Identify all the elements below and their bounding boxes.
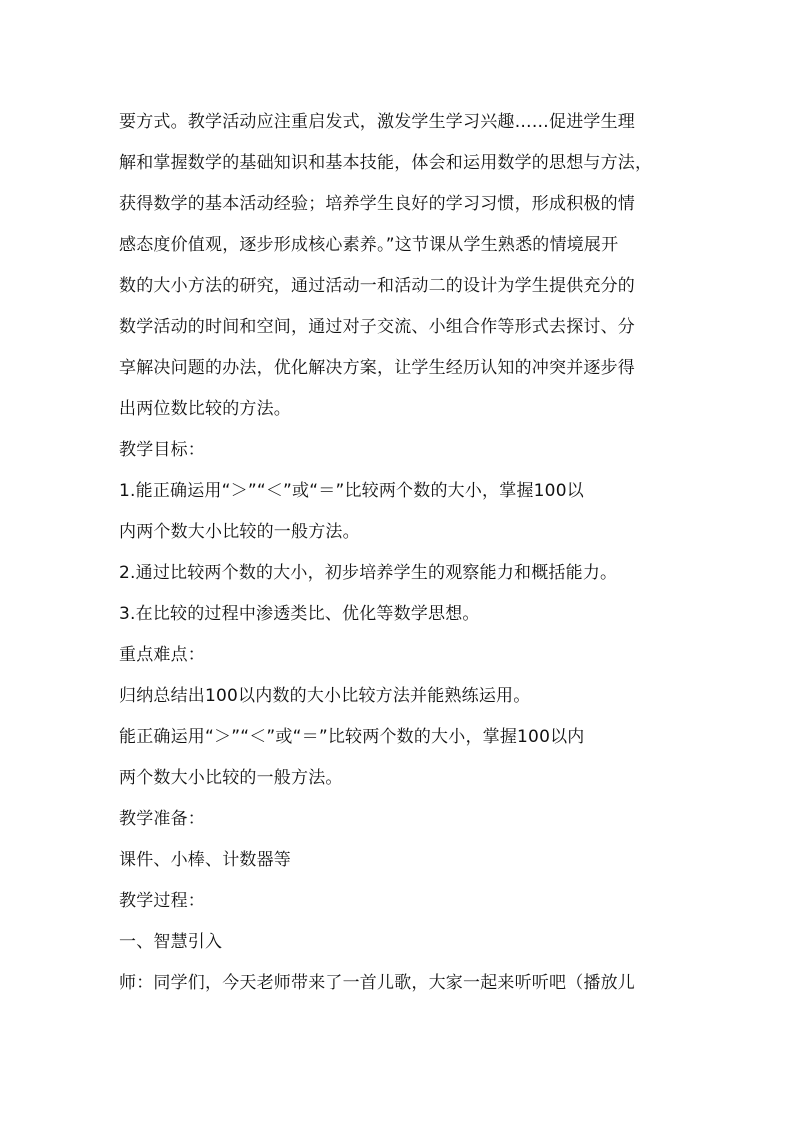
text-line: 要方式。教学活动应注重启发式，激发学生学习兴趣……促进学生理 bbox=[119, 112, 635, 132]
text-line: 数学活动的时间和空间，通过对子交流、小组合作等形式去探讨、分 bbox=[119, 317, 635, 337]
text-line: 数的大小方法的研究，通过活动一和活动二的设计为学生提供充分的 bbox=[119, 276, 635, 296]
text-line: 享解决问题的办法，优化解决方案，让学生经历认知的冲突并逐步得 bbox=[119, 358, 635, 378]
objective-item: 1.能正确运用“＞”“＜”或“＝”比较两个数的大小，掌握100以 bbox=[119, 481, 584, 501]
text-line: 归纳总结出100以内数的大小比较方法并能熟练运用。 bbox=[119, 686, 531, 706]
text-line: 获得数学的基本活动经验；培养学生良好的学习习惯，形成积极的情 bbox=[119, 194, 635, 214]
objective-item: 3.在比较的过程中渗透类比、优化等数学思想。 bbox=[119, 604, 480, 624]
text-line: 师：同学们，今天老师带来了一首儿歌，大家一起来听听吧（播放儿 bbox=[119, 973, 635, 993]
text-line: 能正确运用“＞”“＜”或“＝”比较两个数的大小，掌握100以内 bbox=[119, 727, 585, 747]
section-heading: 教学过程： bbox=[119, 891, 205, 911]
objective-item: 内两个数大小比较的一般方法。 bbox=[119, 522, 360, 542]
text-line: 解和掌握数学的基础知识和基本技能，体会和运用数学的思想与方法， bbox=[119, 153, 653, 173]
text-line: 出两位数比较的方法。 bbox=[119, 399, 291, 419]
section-heading: 教学准备： bbox=[119, 809, 205, 829]
section-heading: 重点难点： bbox=[119, 645, 205, 665]
text-line: 课件、小棒、计数器等 bbox=[119, 850, 291, 870]
subsection-heading: 一、智慧引入 bbox=[119, 932, 223, 952]
text-line: 两个数大小比较的一般方法。 bbox=[119, 768, 343, 788]
document-body bbox=[119, 102, 679, 1004]
objective-item: 2.通过比较两个数的大小，初步培养学生的观察能力和概括能力。 bbox=[119, 563, 618, 583]
section-heading: 教学目标： bbox=[119, 440, 205, 460]
text-line: 感态度价值观，逐步形成核心素养。”这节课从学生熟悉的情境展开 bbox=[119, 235, 619, 255]
